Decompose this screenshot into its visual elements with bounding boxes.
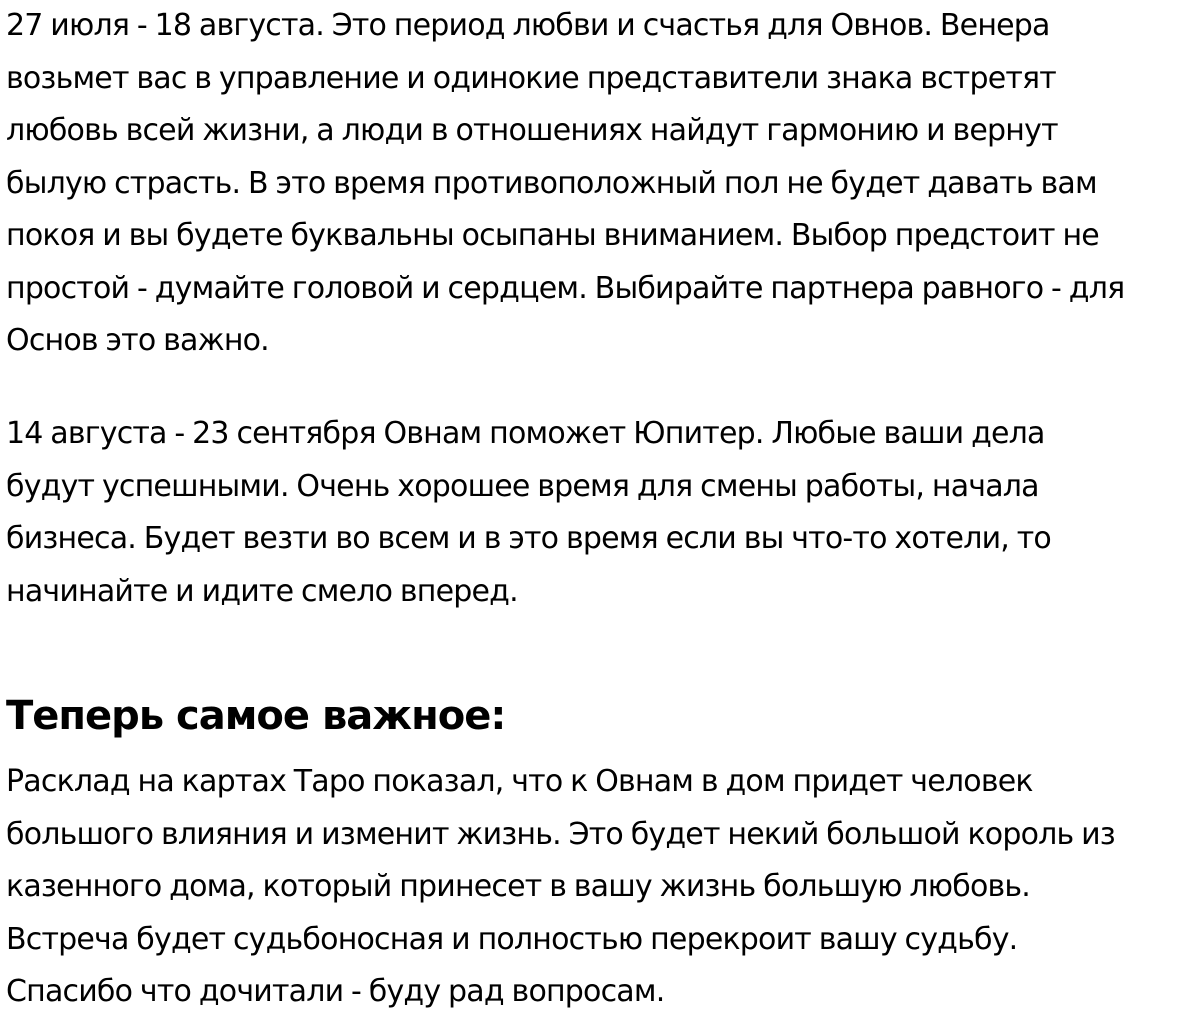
paragraph-venus-period: 27 июля - 18 августа. Это период любви и счастья для Овнов. Венера возьмет вас в управление и одинокие представители знака встретят любовь всей жизни, а люди в отношениях найдут гармонию и вернут былую страсть. В это время противоположный пол не будет давать вам покоя и вы будете буквальны осыпаны вниманием. Выбор предстоит не простой - думайте головой и сердцем. Выбирайте партнера равного - для Основ это важно. — [6, 8, 1125, 358]
paragraph-jupiter-period: 14 августа - 23 сентября Овнам поможет Юпитер. Любые ваши дела будут успешными. Очень хорошее время для смены работы, начала бизнеса. Будет везти во всем и в это время если вы что-то хотели, то начинайте и идите смело вперед. — [6, 416, 1051, 609]
section-heading: Теперь самое важное: — [6, 693, 506, 739]
paragraph-tarot-reading: Расклад на картах Таро показал, что к Овнам в дом придет человек большого влияния и изменит жизнь. Это будет некий большой король из казенного дома, который принесет в вашу жизнь большую любовь. Встреча будет судьбоносная и полностью перекроит вашу судьбу. Спасибо что дочитали - буду рад вопросам. — [6, 764, 1115, 1009]
